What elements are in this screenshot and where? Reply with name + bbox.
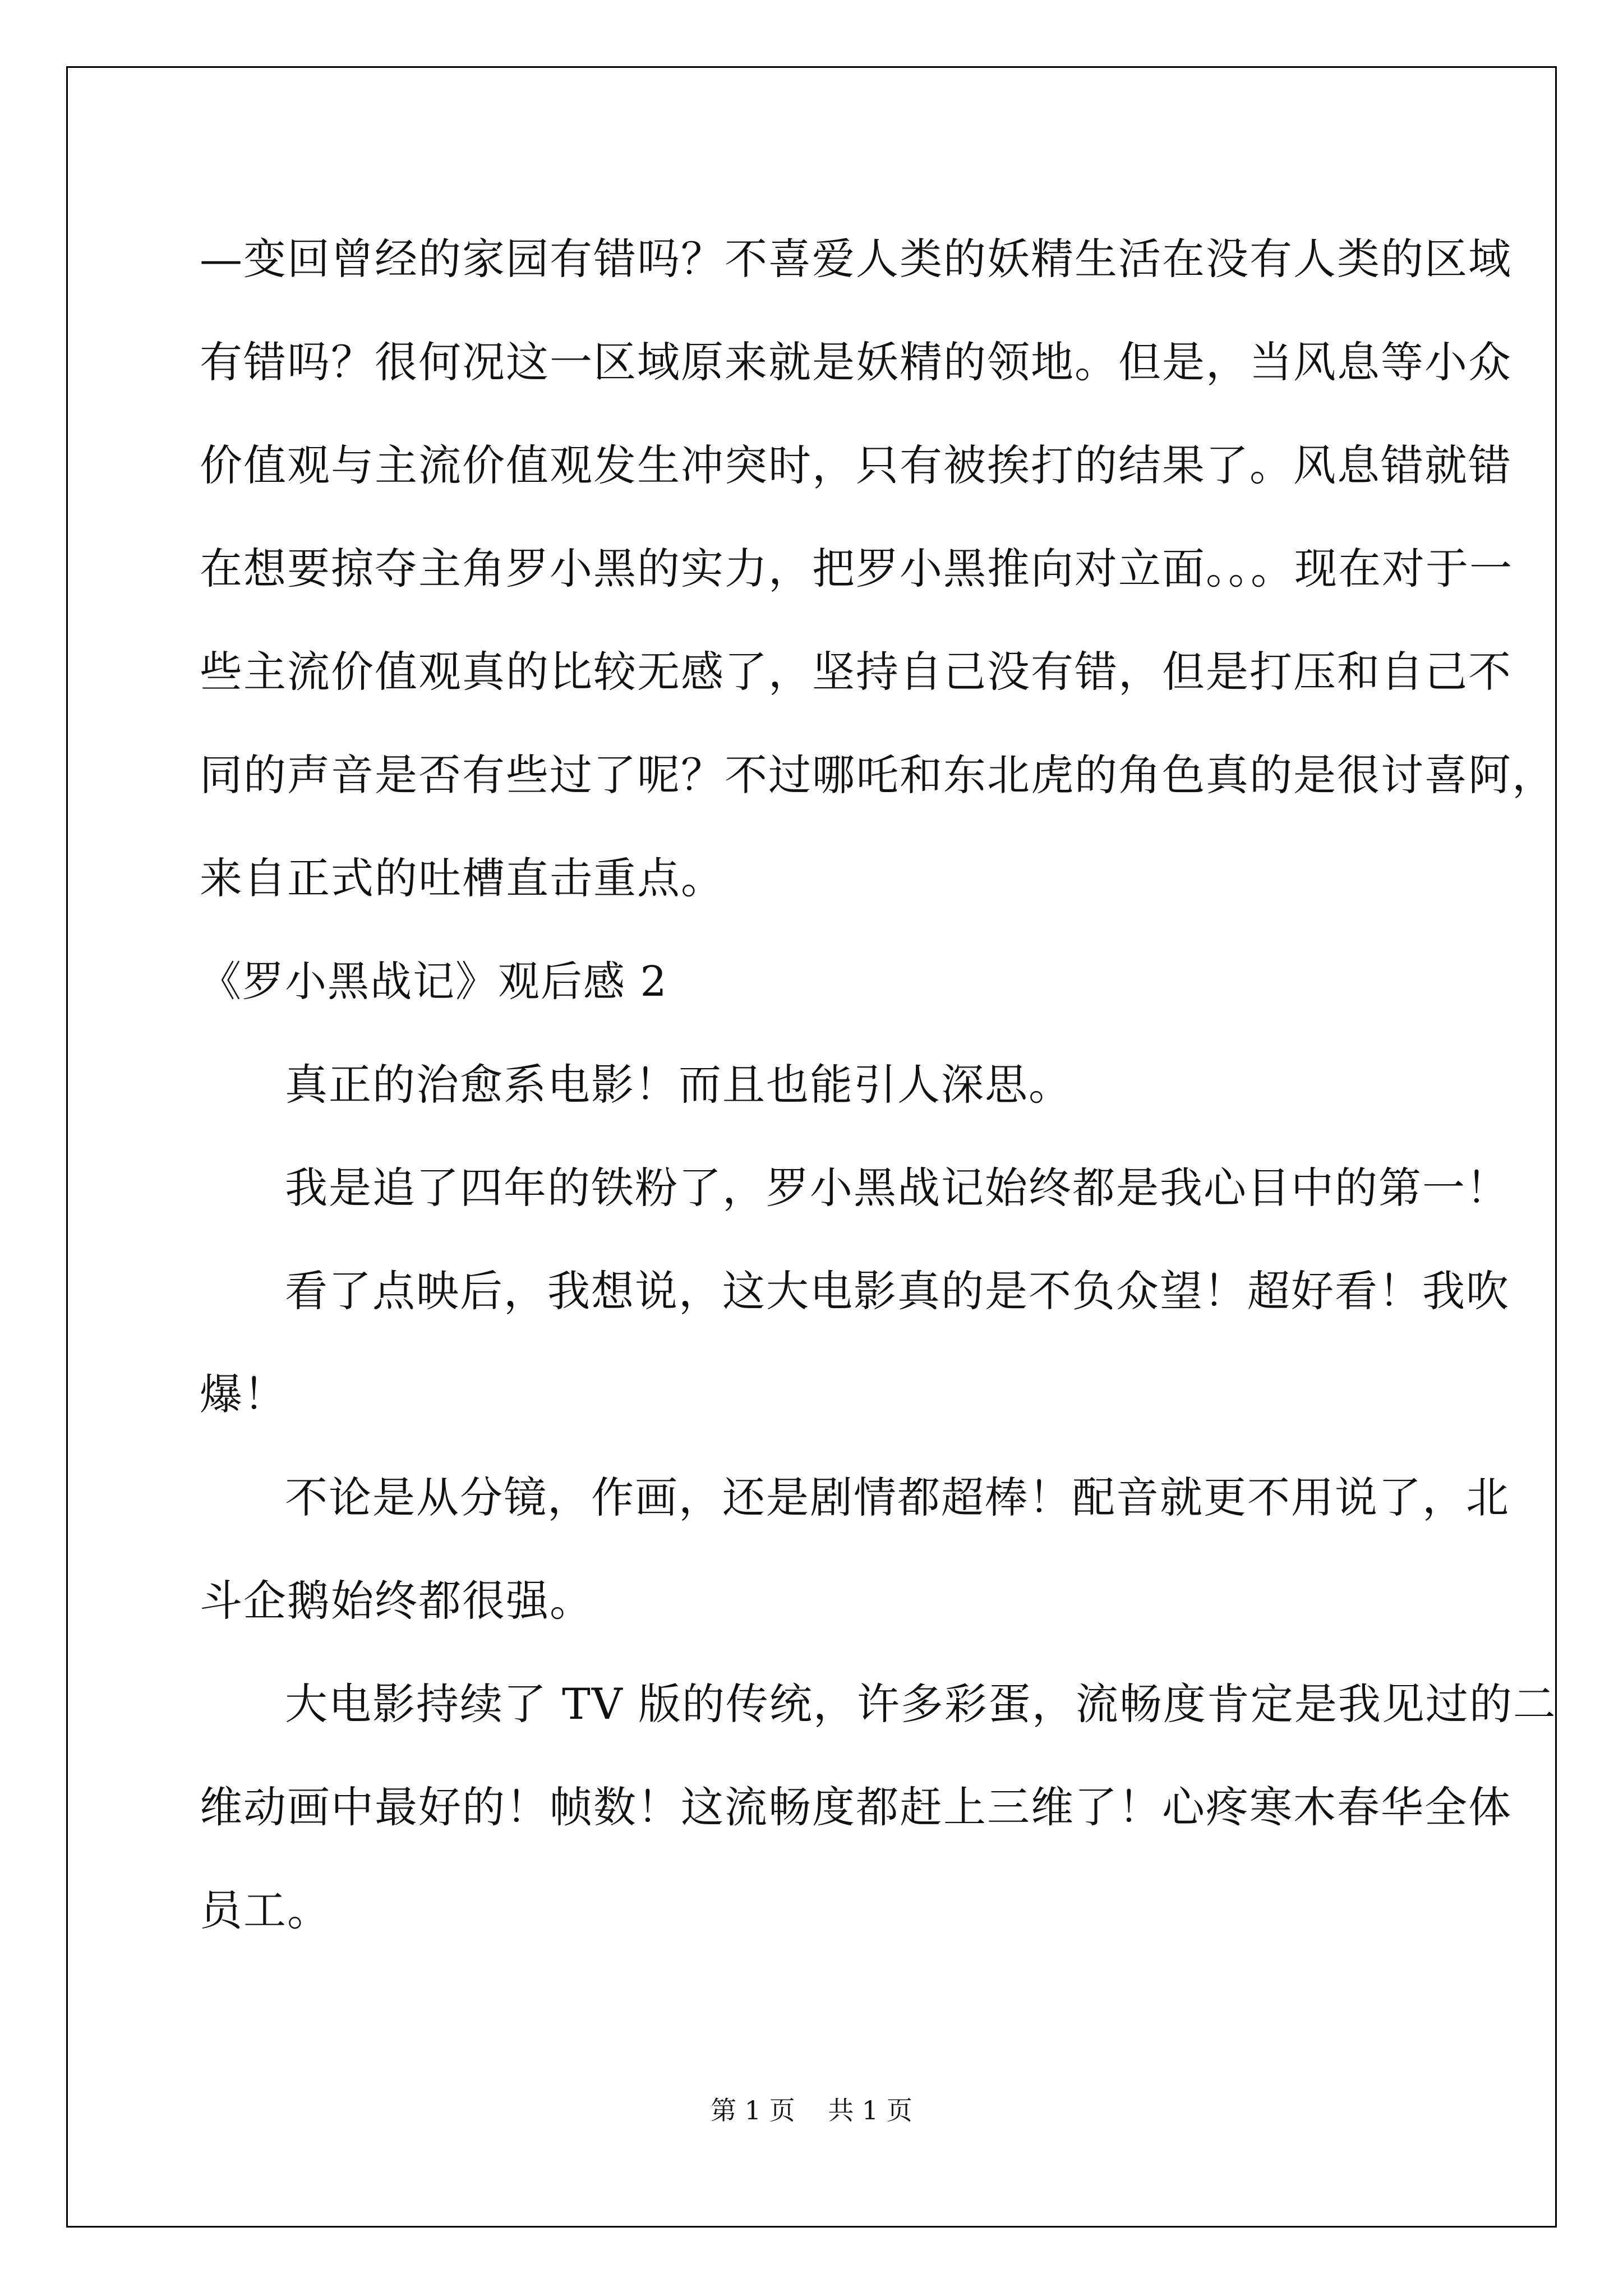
text-line: 来自正式的吐槽直击重点。 — [200, 853, 725, 903]
text-line: 些主流价值观真的比较无感了，坚持自己没有错，但是打压和自己不 — [200, 647, 1512, 697]
page-number: 第 1 页 — [711, 2095, 795, 2125]
paragraph-line: 真正的治愈系电影！而且也能引人深思。 — [285, 1060, 1072, 1110]
text-line: 在想要掠夺主角罗小黑的实力，把罗小黑推向对立面。。。现在对于一 — [200, 544, 1513, 593]
text-line: 价值观与主流价值观发生冲突时，只有被挨打的结果了。风息错就错 — [200, 440, 1512, 490]
text-line: —变回曾经的家园有错吗？不喜爱人类的妖精生活在没有人类的区域 — [200, 234, 1512, 284]
section-heading: 《罗小黑战记》观后感 2 — [200, 958, 668, 1006]
paragraph-line: 不论是从分镜，作画，还是剧情都超棒！配音就更不用说了，北 — [285, 1473, 1510, 1522]
text-line: 有错吗？很何况这一区域原来就是妖精的领地。但是，当风息等小众 — [200, 337, 1512, 387]
paragraph-line: 维动画中最好的！帧数！这流畅度都赶上三维了！心疼寒木春华全体 — [200, 1782, 1512, 1832]
paragraph-line: 大电影持续了 TV 版的传统，许多彩蛋，流畅度肯定是我见过的二 — [285, 1679, 1557, 1729]
paragraph-line: 看了点映后，我想说，这大电影真的是不负众望！超好看！我吹 — [285, 1266, 1510, 1316]
page-footer — [0, 2090, 1623, 2127]
paragraph-line: 员工。 — [200, 1885, 331, 1935]
paragraph-line: 斗企鹅始终都很强。 — [200, 1576, 593, 1626]
paragraph-line: 爆！ — [200, 1369, 287, 1419]
text-line: 同的声音是否有些过了呢？不过哪吒和东北虎的角色真的是很讨喜阿， — [200, 750, 1556, 800]
page-total: 共 1 页 — [828, 2095, 912, 2125]
document-body — [200, 208, 1557, 1962]
paragraph-line: 我是追了四年的铁粉了，罗小黑战记始终都是我心目中的第一！ — [285, 1163, 1510, 1213]
